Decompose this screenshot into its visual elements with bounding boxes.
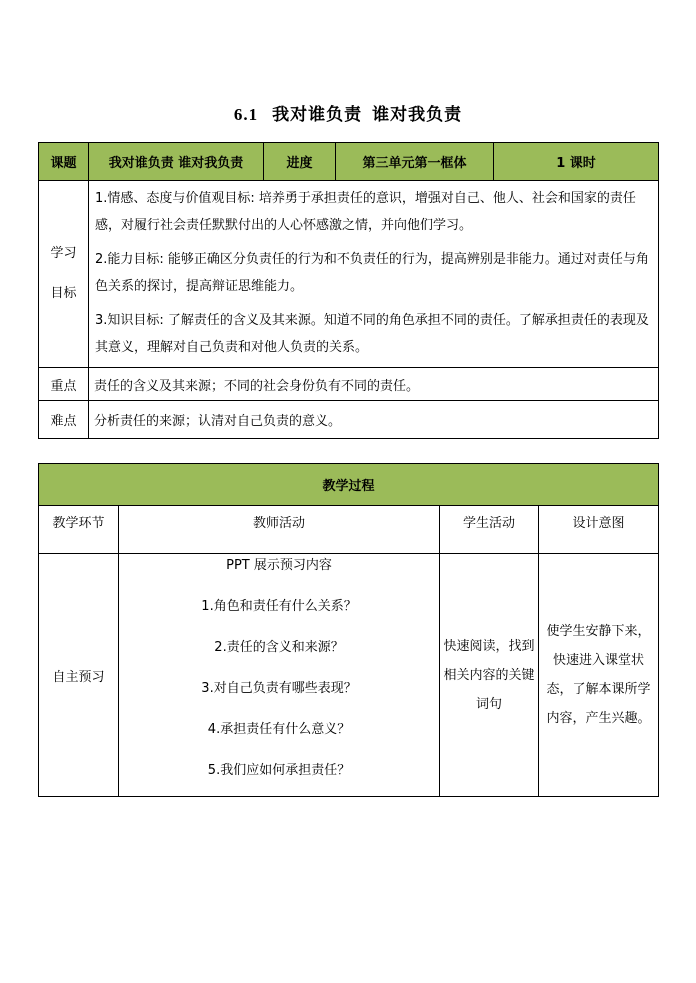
topic-row bbox=[39, 143, 659, 181]
process-title-row bbox=[39, 464, 659, 506]
design-intent: 使学生安静下来，快速进入课堂状态，了解本课所学内容，产生兴趣。 bbox=[539, 554, 659, 797]
title-part-b: 谁对我负责 bbox=[372, 105, 463, 125]
preview-question: 3.对自己负责有哪些表现？ bbox=[201, 681, 357, 696]
page-title bbox=[0, 100, 696, 125]
difficulty-label: 难点 bbox=[39, 401, 89, 439]
process-row bbox=[39, 554, 659, 797]
goal-item: 1.情感、态度与价值观目标: 培养勇于承担责任的意识，增强对自己、他人、社会和国家的责任感，对履行社会责任默默付出的人心怀感激之情，并向他们学习。 bbox=[95, 191, 636, 233]
process-header-row bbox=[39, 506, 659, 554]
goals-content bbox=[89, 181, 659, 368]
section-number: 6.1 bbox=[233, 105, 259, 124]
goals-label-line-1: 学习 bbox=[50, 246, 77, 261]
progress-value: 第三单元第一框体 bbox=[336, 143, 494, 181]
class-hours: 1 课时 bbox=[494, 143, 659, 181]
title-part-a: 我对谁负责 bbox=[272, 105, 363, 125]
topic-label: 课题 bbox=[39, 143, 89, 181]
column-header: 设计意图 bbox=[539, 506, 659, 554]
goals-row bbox=[39, 181, 659, 368]
teacher-intro: PPT 展示预习内容 bbox=[226, 558, 332, 573]
column-header: 教师活动 bbox=[119, 506, 440, 554]
goal-item: 2.能力目标: 能够正确区分负责任的行为和不负责任的行为，提高辨别是非能力。通过对责任与角色关系的探讨，提高辩证思维能力。 bbox=[95, 252, 649, 294]
difficulty-row bbox=[39, 401, 659, 439]
lesson-info-table bbox=[38, 142, 659, 439]
goals-label bbox=[39, 181, 89, 368]
key-point-row bbox=[39, 368, 659, 401]
preview-question: 1.角色和责任有什么关系？ bbox=[201, 599, 357, 614]
preview-question: 4.承担责任有什么意义？ bbox=[207, 722, 351, 737]
teaching-process-table bbox=[38, 463, 659, 797]
progress-label: 进度 bbox=[264, 143, 336, 181]
key-point-label: 重点 bbox=[39, 368, 89, 401]
topic-value: 我对谁负责 谁对我负责 bbox=[89, 143, 264, 181]
column-header: 教学环节 bbox=[39, 506, 119, 554]
goal-item: 3.知识目标: 了解责任的含义及其来源。知道不同的角色承担不同的责任。了解承担责任的表现及其意义，理解对自己负责和对他人负责的关系。 bbox=[95, 313, 649, 355]
goals-label-line-2: 目标 bbox=[50, 286, 77, 301]
process-title: 教学过程 bbox=[39, 464, 659, 506]
student-activity: 快速阅读，找到相关内容的关键词句 bbox=[440, 554, 539, 797]
key-point-text: 责任的含义及其来源；不同的社会身份负有不同的责任。 bbox=[89, 368, 659, 401]
stage-cell: 自主预习 bbox=[39, 554, 119, 797]
teacher-activity bbox=[119, 554, 440, 797]
difficulty-text: 分析责任的来源；认清对自己负责的意义。 bbox=[89, 401, 659, 439]
preview-question: 5.我们应如何承担责任？ bbox=[207, 763, 351, 778]
column-header: 学生活动 bbox=[440, 506, 539, 554]
preview-question: 2.责任的含义和来源？ bbox=[214, 640, 344, 655]
